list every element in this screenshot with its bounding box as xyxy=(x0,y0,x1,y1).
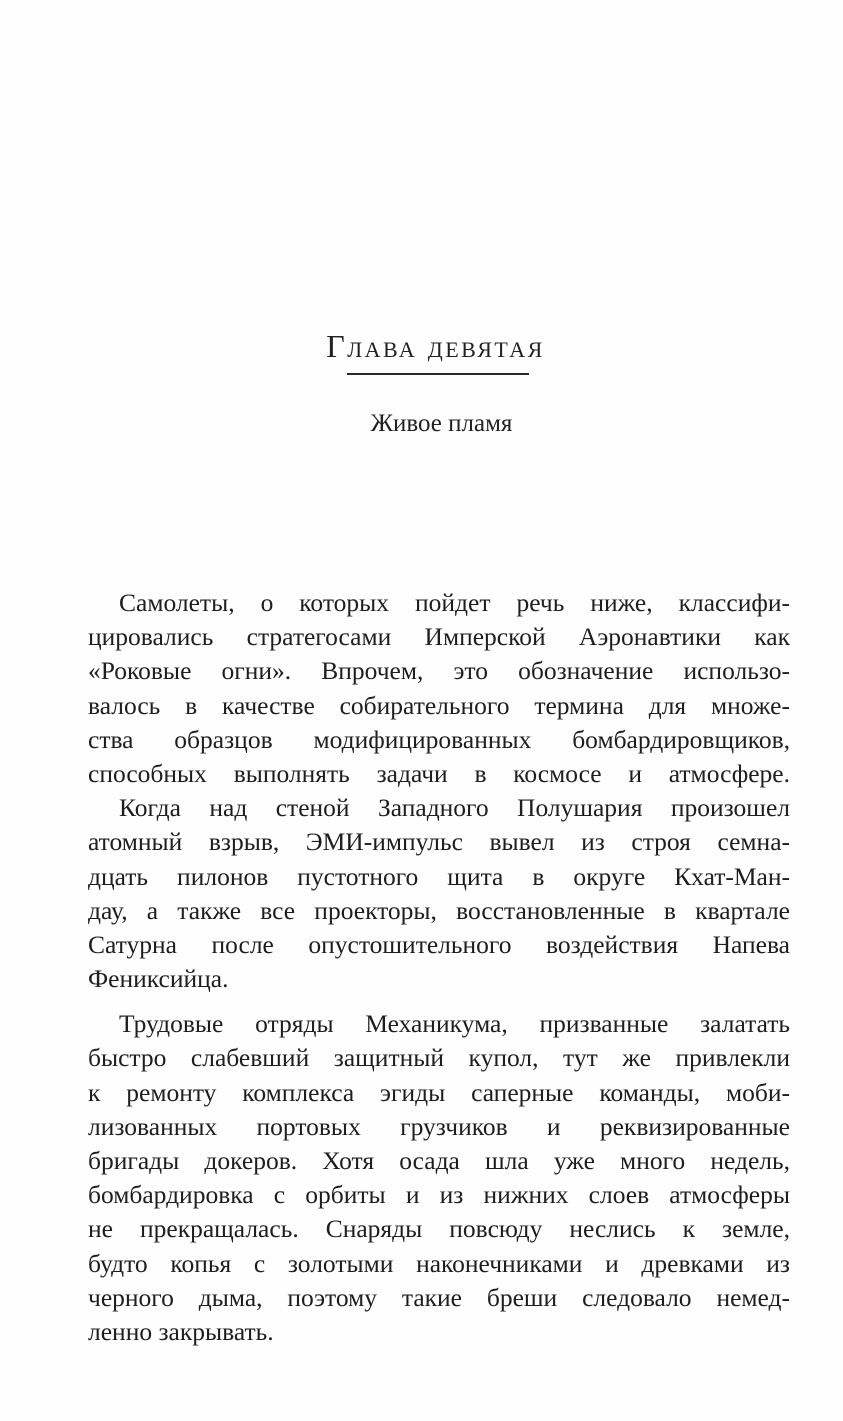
text-line: черного дыма, поэтому такие бреши следовало немед- xyxy=(88,1282,790,1312)
paragraph-spacer xyxy=(88,996,790,1007)
chapter-title: Глава девятая xyxy=(326,328,545,364)
text-line: цировались стратегосами Имперской Аэронавтики как xyxy=(88,622,790,652)
text-line: дцать пилонов пустотного щита в округе Кхат-Ман- xyxy=(88,861,790,891)
text-line: Самолеты, о которых пойдет речь ниже, классифи- xyxy=(119,588,790,617)
text-line: дау, а также все проекторы, восстановленные в квартале xyxy=(88,895,790,925)
title-divider xyxy=(347,373,529,375)
text-line: Когда над стеной Западного Полушария произошел xyxy=(119,793,790,823)
text-line: способных выполнять задачи в космосе и атмосфере. xyxy=(88,758,790,788)
text-line: не прекращалась. Снаряды повсюду неслись к земле, xyxy=(88,1214,790,1244)
text-line: бригады докеров. Хотя осада шла уже много недель, xyxy=(88,1146,790,1175)
text-line: к ремонту комплекса эгиды саперные команды, моби- xyxy=(88,1077,790,1107)
text-line: лизованных портовых грузчиков и реквизированные xyxy=(88,1111,790,1141)
text-line: валось в качестве собирательного термина для множе- xyxy=(88,690,790,720)
chapter-subtitle: Живое пламя xyxy=(370,410,513,437)
text-line: будто копья с золотыми наконечниками и древками из xyxy=(88,1248,790,1278)
text-line: ства образцов модифицированных бомбардировщиков, xyxy=(88,724,790,754)
text-line: «Роковые огни». Впрочем, это обозначение использо- xyxy=(88,656,790,686)
text-line: ленно закрывать. xyxy=(88,1316,274,1346)
text-line: атомный взрыв, ЭМИ-импульс вывел из строя семна- xyxy=(88,827,790,857)
text-line: Трудовые отряды Механикума, призванные залатать xyxy=(119,1009,790,1039)
text-line: Фениксийца. xyxy=(88,964,229,994)
text-line: быстро слабевший защитный купол, тут же привлекли xyxy=(88,1043,790,1073)
text-line: Сатурна после опустошительного воздействия Напева xyxy=(88,929,790,959)
text-line: бомбардировка с орбиты и из нижних слоев атмосферы xyxy=(88,1180,790,1210)
body-text xyxy=(88,586,790,1349)
paragraph-1 xyxy=(88,586,790,791)
paragraph-3 xyxy=(88,1007,790,1349)
paragraph-2 xyxy=(88,791,790,996)
